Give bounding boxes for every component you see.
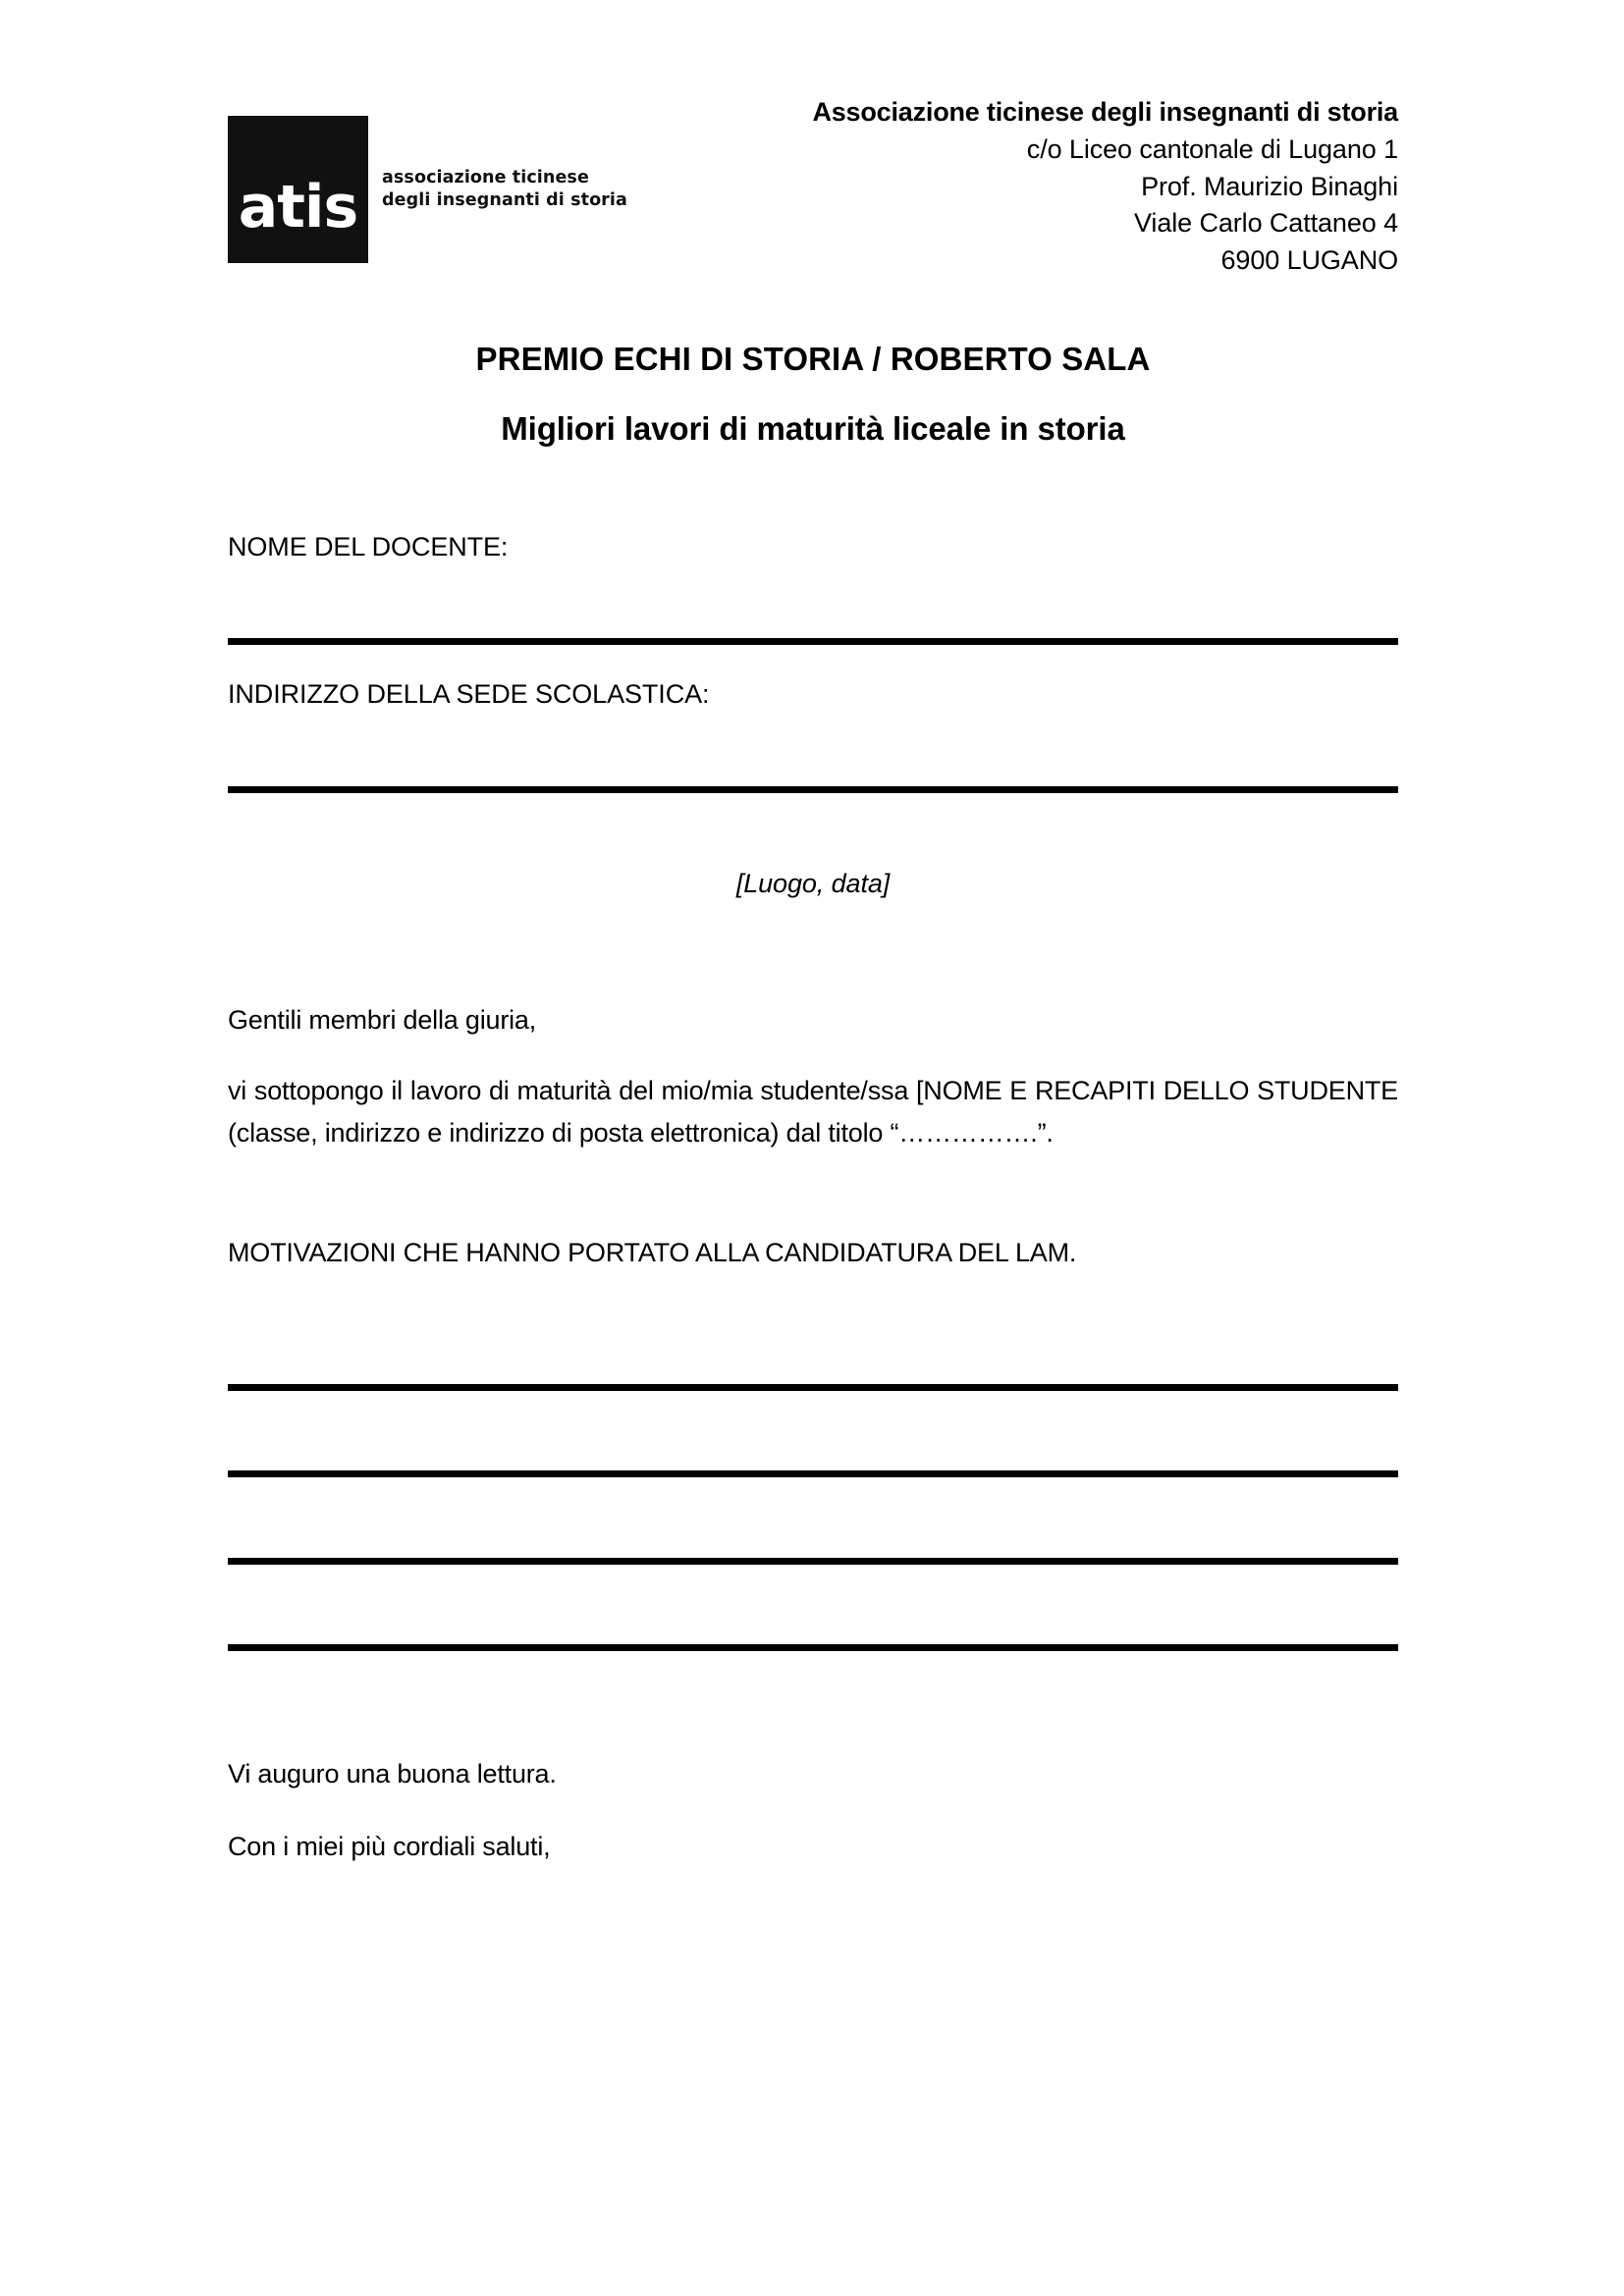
document-title-block [228,339,1398,450]
letter-motivations-paragraph: MOTIVAZIONI CHE HANNO PORTATO ALLA CANDIDATURA DEL LAM. [228,1238,1077,1267]
sender-address-block [812,94,1398,280]
atis-logo-tagline-line-1: associazione ticinese [382,167,589,187]
letter-closing-line-2: Con i miei più cordiali saluti, [228,1832,551,1861]
field-docente-label: NOME DEL DOCENTE: [228,532,509,561]
blank-writing-line-4[interactable] [228,1644,1398,1651]
letter-salutation-wrap [228,999,1398,1041]
atis-logo [228,94,627,263]
field-sede-scolastica-label: INDIRIZZO DELLA SEDE SCOLASTICA: [228,679,710,709]
page-title: PREMIO ECHI DI STORIA / ROBERTO SALA [475,341,1151,377]
address-line-street: Viale Carlo Cattaneo 4 [1134,208,1398,239]
letter-motivations-wrap [228,1232,1398,1274]
address-line-institution: c/o Liceo cantonale di Lugano 1 [1026,133,1398,164]
place-date-placeholder[interactable]: [Luogo, data] [735,869,891,898]
address-line-city: 6900 LUGANO [1220,245,1398,276]
page-subtitle: Migliori lavori di maturità liceale in storia [501,410,1125,448]
atis-logo-wordmark: atis [238,173,358,241]
atis-logo-tagline [382,167,627,212]
field-sede-scolastica-writing-line[interactable] [228,786,1398,793]
blank-writing-line-1[interactable] [228,1384,1398,1391]
atis-logo-tagline-line-2: degli insegnanti di storia [382,190,627,210]
letter-closing-wrap-1 [228,1753,1398,1795]
blank-writing-line-3[interactable] [228,1558,1398,1565]
address-line-contact: Prof. Maurizio Binaghi [1141,171,1398,201]
blank-writing-line-2[interactable] [228,1470,1398,1477]
field-sede-scolastica [228,677,1398,712]
letter-body-wrap [228,1070,1398,1153]
field-docente [228,530,1398,564]
document-header [228,94,1398,280]
field-docente-writing-line[interactable] [228,638,1398,645]
letter-closing-line-1: Vi auguro una buona lettura. [228,1759,557,1789]
letter-body-paragraph: vi sottopongo il lavoro di maturità del mio/mia studente/ssa [NOME E RECAPITI DELLO STUDENTE (classe, indirizzo e indirizzo di posta elettronica) dal titolo “…………….”. [228,1076,1398,1148]
letter-salutation: Gentili membri della giuria, [228,1005,537,1035]
organization-name: Associazione ticinese degli insegnanti di storia [812,97,1398,127]
letter-closing-wrap-2 [228,1826,1398,1868]
atis-logo-mark [228,116,368,263]
